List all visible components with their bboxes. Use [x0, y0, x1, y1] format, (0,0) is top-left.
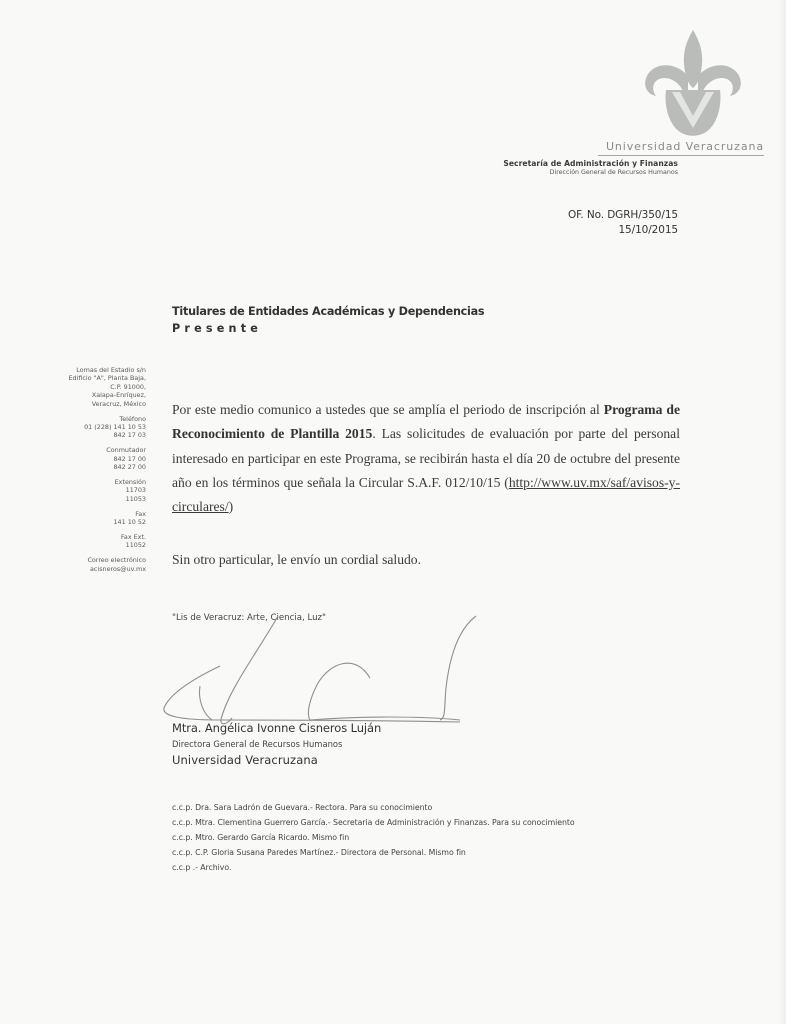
address-line: Edificio "A", Planta Baja, [68, 374, 146, 383]
contact-sidebar [30, 366, 146, 580]
signatory-institution: Universidad Veracruzana [172, 753, 318, 767]
ccp-list [172, 800, 575, 875]
address-block [30, 366, 146, 408]
ccp-item: c.c.p. Dra. Sara Ladrón de Guevara.- Rectora. Para su conocimiento [172, 803, 433, 812]
phone-label: Teléfono [119, 414, 146, 423]
ccp-item: c.c.p. Mtra. Clementina Guerrero García.- Secretaria de Administración y Finanzas. Para su conocimiento [172, 818, 575, 827]
ccp-item: c.c.p .- Archivo. [172, 863, 232, 872]
address-line: Lomas del Estadio s/n [76, 366, 146, 374]
program-name: Programa de Reconocimiento de Plantilla 2015 [172, 402, 680, 442]
body-text: Por este medio comunico a ustedes que se amplía el periodo de inscripción al [172, 402, 604, 417]
extension-number: 11703 [125, 486, 146, 495]
phone-block [30, 415, 146, 440]
office-number: OF. No. DGRH/350/15 [567, 209, 678, 221]
document-date: 15/10/2015 [618, 224, 678, 236]
phone-number: 01 (228) 141 10 53 [84, 422, 146, 431]
address-line: C.P. 91000, [110, 382, 146, 391]
fax-block [30, 510, 146, 527]
uv-fleur-de-lis-icon [638, 28, 748, 140]
page-edge-shadow [778, 0, 786, 1024]
closing-line: Sin otro particular, le envío un cordial saludo. [172, 552, 421, 567]
handwritten-signature [160, 608, 500, 733]
fax-ext-block [30, 533, 146, 550]
address-line: Veracruz, México [91, 399, 146, 408]
switchboard-number: 842 17 00 [113, 454, 146, 463]
ccp-item: c.c.p. Mtro. Gerardo García Ricardo. Mismo fin [172, 833, 350, 842]
extension-block [30, 478, 146, 503]
body-paragraph [172, 398, 680, 519]
email-address[interactable]: acisneros@uv.mx [89, 564, 146, 573]
fax-ext-label: Fax Ext. [120, 533, 146, 541]
directorate-name: Dirección General de Recursos Humanos [549, 169, 678, 176]
switchboard-label: Conmutador [106, 446, 146, 455]
signatory-title: Directora General de Recursos Humanos [172, 739, 343, 749]
signatory-name: Mtra. Angélica Ivonne Cisneros Luján [172, 721, 382, 735]
extension-label: Extensión [114, 477, 146, 486]
circulares-link[interactable]: http://www.uv.mx/saf/avisos-y-circulares/ [172, 474, 680, 515]
address-line: Xalapa-Enríquez, [91, 391, 146, 400]
institutional-motto: "Lis de Veracruz: Arte, Ciencia, Luz" [172, 613, 326, 623]
extension-number: 11053 [125, 494, 146, 503]
phone-number: 842 17 03 [113, 431, 146, 440]
fax-label: Fax [135, 509, 146, 518]
body-text: . Las solicitudes de evaluación por parte del personal interesado en participar en este Programa, se recibirán hasta el día 20 de octubre del presente año en los términos que señala la Circular S.A.F. 012/10/15 ( [172, 426, 680, 490]
addressee-presente: Presente [172, 322, 263, 335]
switchboard-block [30, 446, 146, 471]
fax-ext-number: 11052 [125, 541, 146, 550]
secretariat-name: Secretaría de Administración y Finanzas [503, 159, 678, 168]
ccp-item: c.c.p. C.P. Gloria Susana Paredes Martínez.- Directora de Personal. Mismo fin [172, 848, 466, 857]
switchboard-number: 842 27 00 [113, 463, 146, 472]
fax-number: 141 10 52 [113, 518, 146, 527]
email-label: Correo electrónico [87, 556, 146, 565]
body-text: ) [228, 499, 234, 515]
university-name: Universidad Veracruzana [598, 140, 764, 156]
addressee-line: Titulares de Entidades Académicas y Dependencias [172, 305, 485, 318]
email-block [30, 556, 146, 573]
